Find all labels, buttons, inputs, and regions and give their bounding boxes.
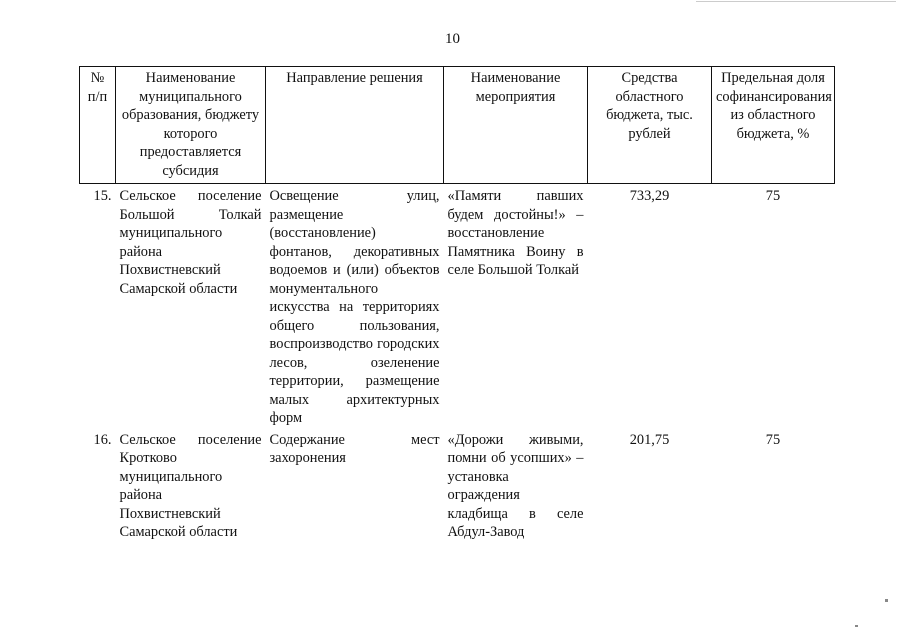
row-event: «Памяти павших будем достойны!» – восстановление Памятника Воину в селе Большой Толкай — [447, 188, 584, 278]
header-amount: Средства областного бюджета, тыс. рублей — [588, 67, 712, 184]
scan-speck — [885, 599, 888, 602]
table-header-row — [80, 67, 835, 184]
row-direction: Освещение улиц, размещение (восстановление) фонтанов, декоративных водоемов и (или) объектов монументального искусства на территориях общего пользования, воспроизводство городских лесов, озеленение территории, размещение малых архитектурных форм — [269, 188, 440, 426]
subsidy-table — [79, 66, 835, 542]
header-share: Предельная доля софинансирования из областного бюджета, % — [712, 67, 835, 184]
header-number: № п/п — [80, 67, 116, 184]
row-amount: 733,29 — [629, 188, 670, 204]
row-municipality: Сельское поселение Большой Толкай муниципального района Похвистневский Самарской области — [119, 188, 262, 297]
row-amount: 201,75 — [629, 431, 670, 448]
row-share: 75 — [765, 431, 781, 448]
row-direction: Содержание мест захоронения — [269, 431, 440, 466]
page-number: 10 — [445, 31, 460, 47]
row-event: «Дорожи живыми, помни об усопших» – установка ограждения кладбища в селе Абдул-Завод — [447, 431, 584, 540]
header-event: Наименование мероприятия — [444, 67, 588, 184]
row-number: 16. — [93, 431, 112, 448]
table-row — [80, 428, 835, 542]
header-municipality: Наименование муниципального образования, бюджету которого предоставляется субсидия — [116, 67, 266, 184]
table-row — [80, 184, 835, 428]
row-municipality: Сельское поселение Кротково муниципального района Похвистневский Самарской области — [119, 431, 262, 540]
row-share: 75 — [765, 188, 781, 204]
row-number: 15. — [93, 188, 112, 204]
header-direction: Направление решения — [266, 67, 444, 184]
scan-speck — [696, 1, 896, 2]
scan-speck — [855, 625, 858, 627]
